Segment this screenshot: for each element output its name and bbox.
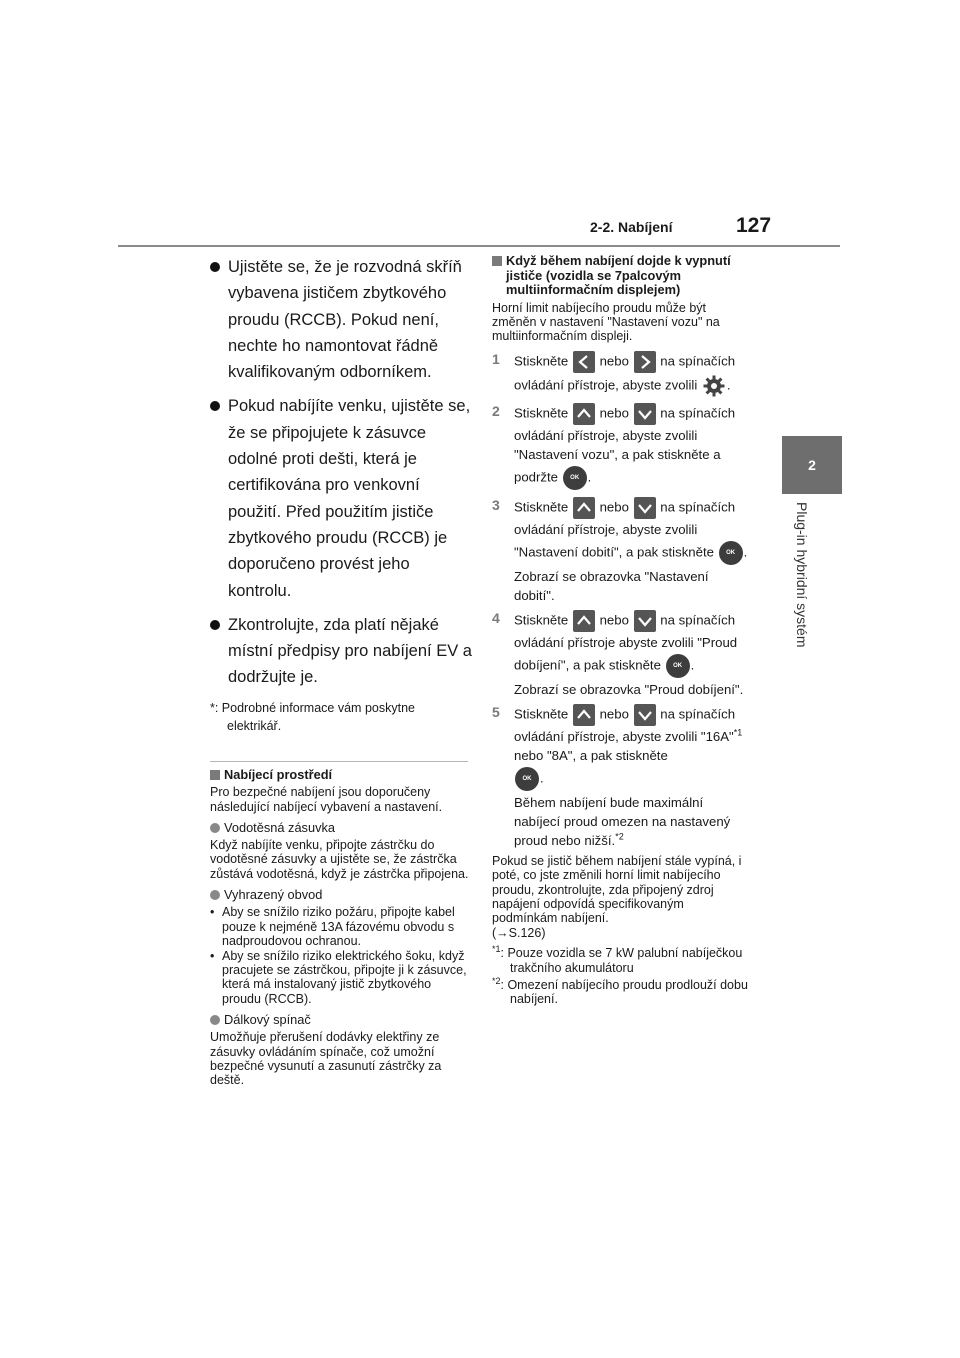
- step-text: na spínačích ovládání přístroje, abyste zvolili "Nastavení vozu", a pak stiskněte a podržte: [514, 405, 736, 485]
- footnote-mark: *2: [492, 975, 501, 986]
- right-column: [492, 254, 752, 1007]
- ok-button-icon: OK: [719, 541, 743, 565]
- step-text: .: [587, 469, 592, 485]
- step-2: [492, 402, 752, 492]
- step-text: Stiskněte: [514, 353, 569, 369]
- step-text: Stiskněte: [514, 612, 569, 628]
- list-item: [210, 254, 472, 385]
- list-item-text: Aby se snížilo riziko požáru, připojte kabel pouze k nejméně 13A fázovému obvodu s nadproudovou ochranou.: [222, 905, 455, 949]
- step-4: [492, 609, 752, 699]
- bullet-text: Zkontrolujte, zda platí nějaké místní předpisy pro nabíjení EV a dodržujte je.: [228, 615, 472, 687]
- down-arrow-key-icon: [634, 610, 656, 632]
- step-text: nebo: [599, 353, 629, 369]
- bullet-icon: [210, 262, 220, 272]
- bullet-icon: •: [210, 948, 215, 963]
- step-number: 3: [492, 496, 500, 513]
- step-1: [492, 350, 752, 398]
- step-text: nebo: [599, 612, 629, 628]
- step-text: na spínačích ovládání přístroje, abyste zvolili "16A": [514, 706, 736, 744]
- footnote-1: [492, 946, 752, 975]
- down-arrow-key-icon: [634, 704, 656, 726]
- section-divider: [210, 761, 468, 762]
- step-text: .: [690, 657, 695, 673]
- step-text: na spínačích ovládání přístroje, abyste zvolili "Nastavení dobití", a pak stiskněte: [514, 499, 736, 560]
- gear-icon: [702, 374, 726, 398]
- step-text: nebo: [599, 405, 629, 421]
- circle-bullet-icon: [210, 1015, 220, 1025]
- page-reference: (→S.126): [492, 925, 546, 940]
- subsection-text: Když nabíjíte venku, připojte zástrčku do vodotěsné zásuvky a ujistěte se, že zástrčka zůstává vodotěsná, když je zástrčka připojena.: [210, 838, 469, 881]
- section-intro: Horní limit nabíjecího proudu může být změněn v nastavení "Nastavení vozu" na multiinformačním displeji.: [492, 300, 720, 344]
- footnote-mark: *2: [615, 831, 624, 842]
- ok-button-icon: OK: [515, 767, 539, 791]
- ok-button-icon: OK: [666, 654, 690, 678]
- step-note: Zobrazí se obrazovka "Nastavení dobití".: [514, 568, 709, 603]
- bullet-icon: [210, 620, 220, 630]
- subsection-heading: [210, 820, 472, 835]
- step-3: [492, 496, 752, 605]
- footnote: *: Podrobné informace vám poskytne elektrikář.: [210, 700, 415, 733]
- bullet-text: Pokud nabíjíte venku, ujistěte se, že se připojujete k zásuvce odolné proti dešti, která je certifikována pro venkovní použití. Před použitím jističe zbytkového proudu (RCCB) je doporučeno provést jeho kontrolu.: [228, 397, 471, 600]
- list-item: [210, 612, 472, 691]
- section-heading: [210, 768, 472, 783]
- circle-bullet-icon: [210, 823, 220, 833]
- step-number: 2: [492, 402, 500, 419]
- step-5: [492, 703, 752, 850]
- up-arrow-key-icon: [573, 403, 595, 425]
- step-text: Stiskněte: [514, 499, 569, 515]
- list-item: [210, 905, 472, 948]
- footnote-text: : Pouze vozidla se 7 kW palubní nabíječkou trakčního akumulátoru: [500, 946, 743, 975]
- chapter-label: Plug-in hybridní systém: [794, 502, 810, 648]
- step-text: .: [540, 770, 544, 786]
- header-divider: [118, 245, 840, 247]
- subsection-heading: [210, 1012, 472, 1027]
- subsection-heading-text: Dálkový spínač: [224, 1012, 311, 1028]
- step-note: Zobrazí se obrazovka "Proud dobíjení".: [514, 681, 744, 697]
- up-arrow-key-icon: [573, 610, 595, 632]
- after-steps-text: [492, 854, 752, 940]
- down-arrow-key-icon: [634, 403, 656, 425]
- subsection-heading: [210, 887, 472, 902]
- ok-button-icon: OK: [563, 466, 587, 490]
- left-arrow-key-icon: [573, 351, 595, 373]
- step-text: nebo "8A", a pak stiskněte: [514, 747, 668, 763]
- step-text: .: [743, 544, 748, 560]
- step-text: Stiskněte: [514, 405, 569, 421]
- step-text: na spínačích ovládání přístroje, abyste zvolili: [514, 353, 736, 393]
- step-text: Stiskněte: [514, 706, 569, 722]
- footnote-mark: *1: [492, 944, 501, 954]
- subsection-heading-text: Vodotěsná zásuvka: [224, 820, 335, 836]
- footnote-2: [492, 975, 752, 1007]
- square-bullet-icon: [210, 770, 220, 780]
- footnote-mark: *1: [733, 727, 743, 738]
- footnote-text: : Omezení nabíjecího proudu prodlouží dobu nabíjení.: [500, 977, 748, 1007]
- list-item-text: Aby se snížilo riziko elektrického šoku, když pracujete se zástrčkou, připojte ji k zásuvce, která má instalovaný jistič zbytkového proudu (RCCB).: [222, 948, 467, 1006]
- step-text: na spínačích ovládání přístroje abyste zvolili "Proud dobíjení", a pak stiskněte: [514, 612, 738, 673]
- step-number: 5: [492, 703, 500, 720]
- after-text: Pokud se jistič během nabíjení stále vypíná, i poté, co jste změnili horní limit nabíjecího proudu, zkontrolujte, zda připojený zdroj napájení odpovídá specifikovaným podmínkám nabíjení.: [492, 853, 742, 926]
- bullet-icon: •: [210, 905, 215, 920]
- page-number: 127: [736, 214, 772, 237]
- section-heading-text: Když během nabíjení dojde k vypnutí jističe (vozidla se 7palcovým multiinformačním displejem): [506, 253, 731, 297]
- down-arrow-key-icon: [634, 497, 656, 519]
- section-title: 2-2. Nabíjení: [590, 219, 673, 235]
- section-intro: Pro bezpečné nabíjení jsou doporučeny následující nabíjecí vybavení a nastavení.: [210, 785, 443, 814]
- left-column: [210, 254, 472, 1094]
- square-bullet-icon: [492, 256, 502, 266]
- subsection-text: Umožňuje přerušení dodávky elektřiny ze zásuvky ovládáním spínače, což umožní bezpečné vysunutí a zasunutí zástrčky za deště.: [210, 1030, 442, 1088]
- right-arrow-key-icon: [634, 351, 656, 373]
- subsection-heading-text: Vyhrazený obvod: [224, 887, 323, 903]
- section-heading: [492, 254, 752, 298]
- step-number: 1: [492, 350, 500, 367]
- list-item: [210, 949, 472, 1007]
- section-heading-text: Nabíjecí prostředí: [224, 766, 333, 782]
- list-item: [210, 393, 472, 603]
- chapter-label-wrap: [786, 496, 814, 806]
- step-note: Během nabíjení bude maximální nabíjecí proud omezen na nastavený proud nebo nižší.: [514, 794, 731, 848]
- step-number: 4: [492, 609, 500, 626]
- step-text: .: [726, 377, 731, 393]
- up-arrow-key-icon: [573, 704, 595, 726]
- step-text: nebo: [599, 706, 629, 722]
- up-arrow-key-icon: [573, 497, 595, 519]
- step-text: nebo: [599, 499, 629, 515]
- bullet-text: Ujistěte se, že je rozvodná skříň vybavena jističem zbytkového proudu (RCCB). Pokud není, nechte ho namontovat řádně kvalifikovaným odborníkem.: [228, 258, 462, 382]
- circle-bullet-icon: [210, 890, 220, 900]
- chapter-tab: 2: [782, 436, 842, 494]
- bullet-icon: [210, 401, 220, 411]
